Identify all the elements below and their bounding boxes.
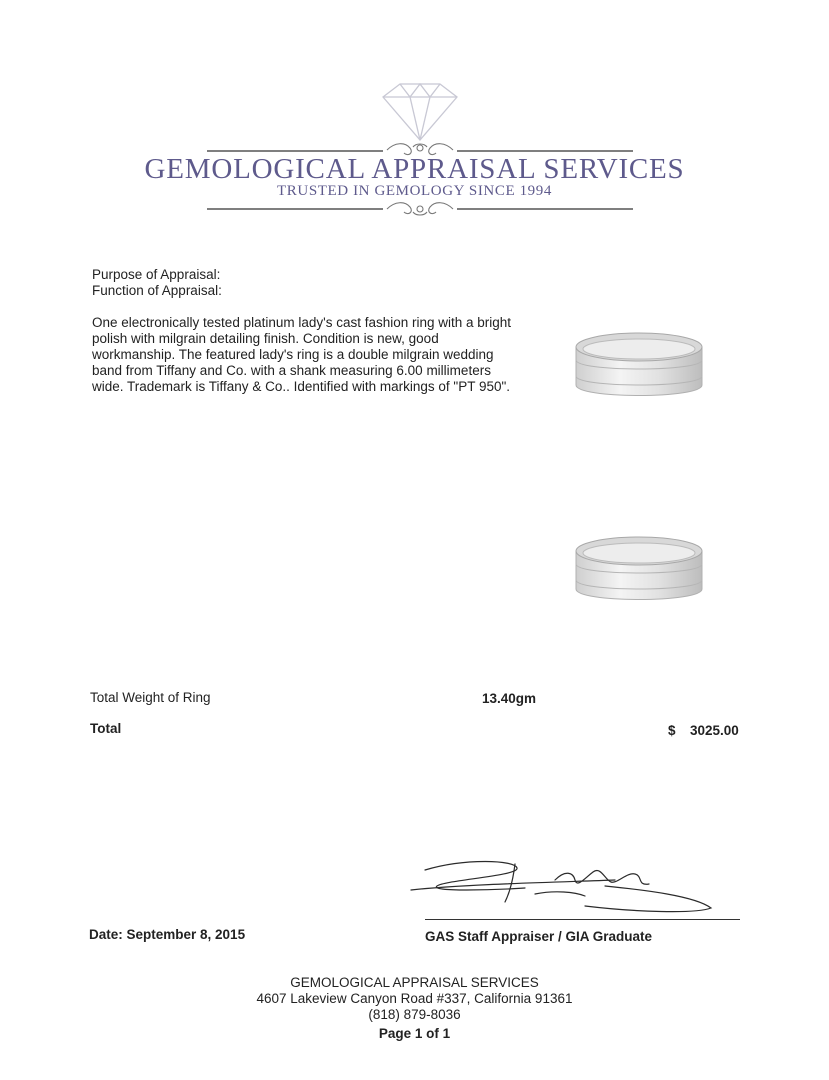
item-description: One electronically tested platinum lady's cast fashion ring with a bright polish with milgrain detailing finish. Condition is new, good workmanship. The featured lady's ring is a double milgrain wedding band from Tiffany and Co. with a shank measuring 6.00 millimeters wide. Trademark is Tiffany & Co.. Identified with markings of "PT 950".: [92, 315, 512, 394]
appraiser-title: GAS Staff Appraiser / GIA Graduate: [425, 929, 653, 944]
bottom-flourish-icon: [387, 203, 453, 215]
signature-image: [405, 850, 745, 925]
total-label: Total: [90, 721, 122, 736]
total-value: 3025.00: [690, 723, 739, 738]
purpose-label: Purpose of Appraisal:: [92, 267, 221, 282]
page-number: Page 1 of 1: [378, 1026, 451, 1041]
weight-label: Total Weight of Ring: [90, 690, 211, 705]
currency-symbol: $: [668, 723, 676, 738]
ring-photo-2: [570, 531, 708, 611]
diamond-icon: [383, 84, 457, 140]
footer-company: GEMOLOGICAL APPRAISAL SERVICES: [290, 975, 539, 990]
weight-value: 13.40gm: [482, 691, 537, 706]
company-tagline: TRUSTED IN GEMOLOGY SINCE 1994: [277, 183, 552, 199]
footer-phone: (818) 879-8036: [368, 1007, 461, 1022]
company-name: GEMOLOGICAL APPRAISAL SERVICES: [144, 153, 685, 185]
signature-line: [425, 919, 740, 920]
footer-address: 4607 Lakeview Canyon Road #337, California 91361: [256, 991, 573, 1006]
appraisal-date: Date: September 8, 2015: [89, 927, 246, 942]
ring-photo-1: [570, 327, 708, 407]
function-label: Function of Appraisal:: [92, 283, 222, 298]
